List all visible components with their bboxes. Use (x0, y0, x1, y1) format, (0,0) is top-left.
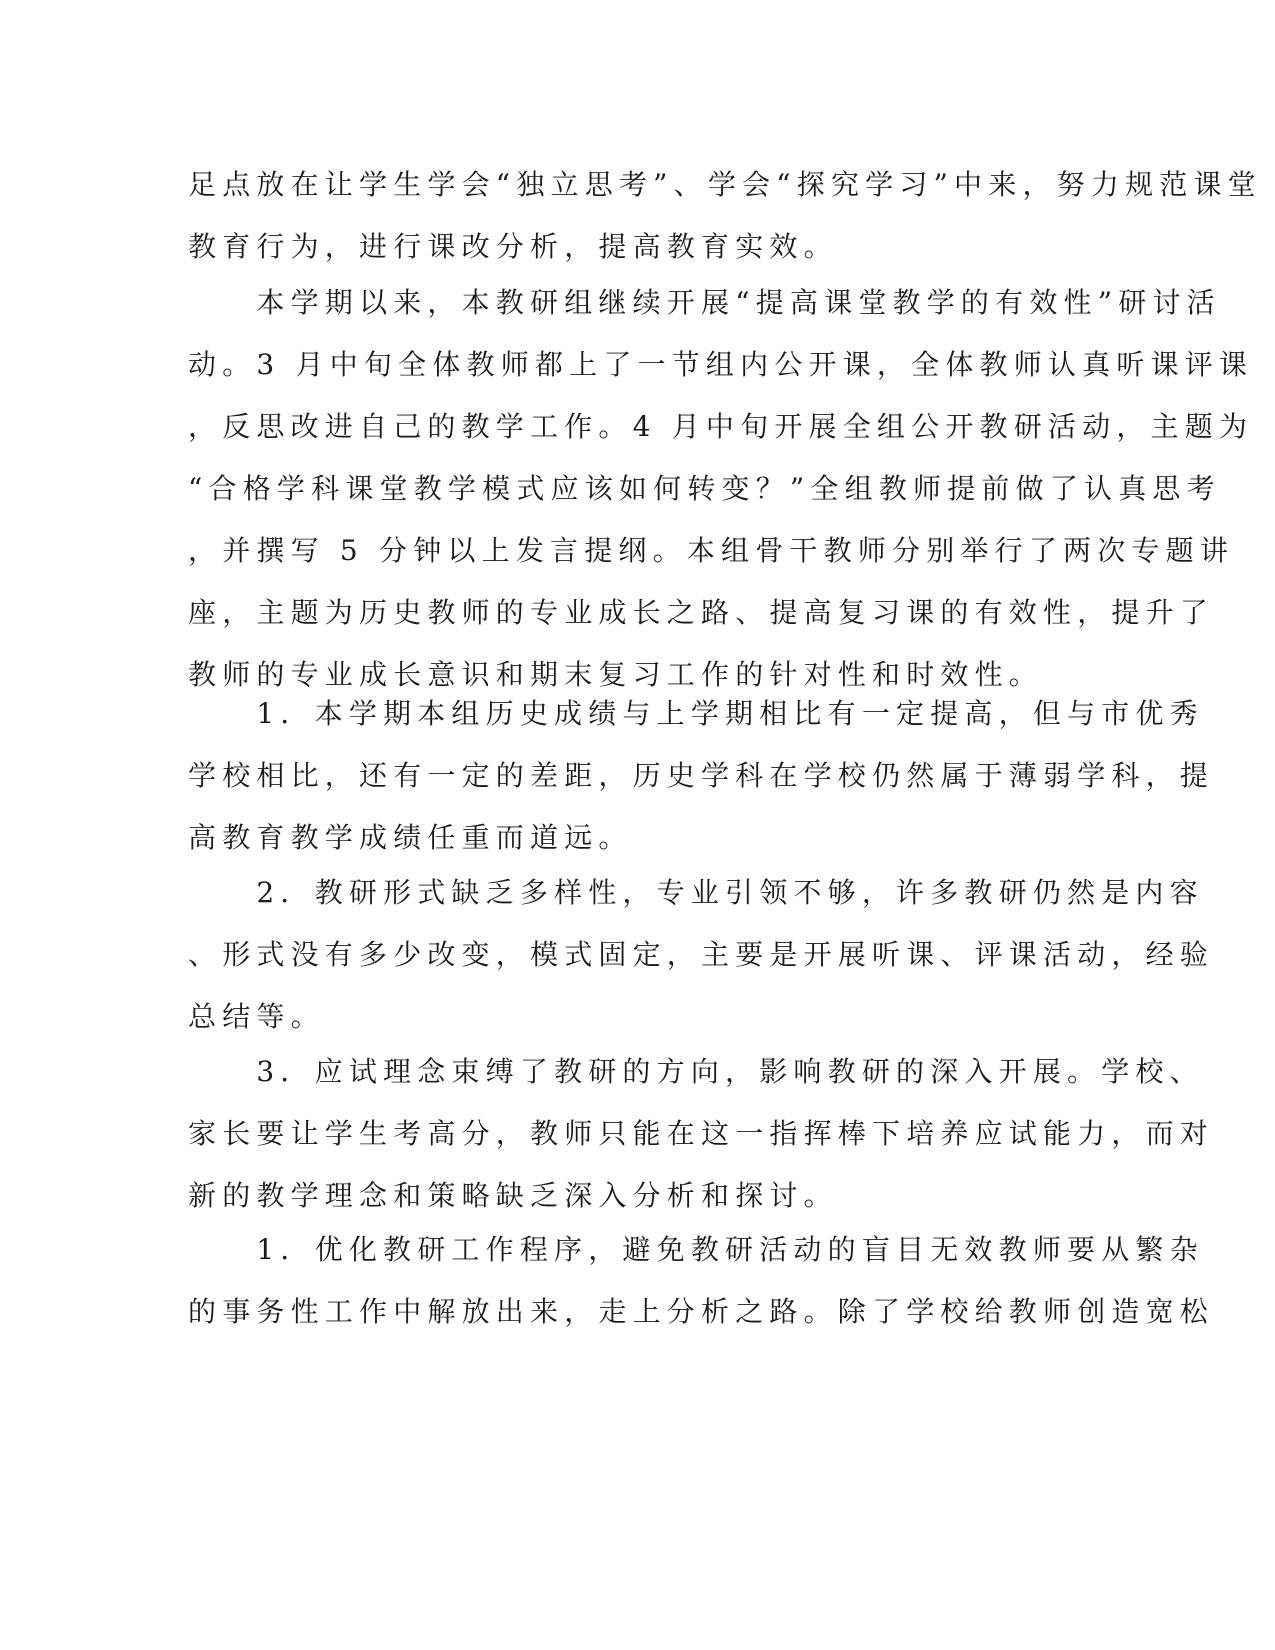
text-line: 高教育教学成绩任重而道远。 (188, 821, 633, 854)
text-line: 本学期以来，本教研组继续开展“提高课堂教学的有效性”研讨活 (188, 286, 1221, 319)
text-line: 动。3 月中旬全体教师都上了一节组内公开课，全体教师认真听课评课 (188, 348, 1254, 381)
body-text (188, 1041, 1215, 1227)
text-line: 座，主题为历史教师的专业成长之路、提高复习课的有效性，提升了 (188, 596, 1215, 629)
text-line: 1．优化教研工作程序，避免教研活动的盲目无效教师要从繁杂 (188, 1233, 1204, 1266)
text-line: 总结等。 (188, 1000, 325, 1033)
body-text (188, 272, 1254, 706)
body-text (188, 683, 1215, 869)
body-text (188, 1219, 1215, 1343)
text-line: 家长要让学生考高分，教师只能在这一指挥棒下培养应试能力，而对 (188, 1117, 1215, 1150)
body-text (188, 862, 1215, 1048)
text-line: 、形式没有多少改变，模式固定，主要是开展听课、评课活动，经验 (188, 938, 1215, 971)
text-line: 2．教研形式缺乏多样性，专业引领不够，许多教研仍然是内容 (188, 876, 1204, 909)
text-line: ，并撰写 5 分钟以上发言提纲。本组骨干教师分别举行了两次专题讲 (188, 534, 1235, 567)
text-line: ，反思改进自己的教学工作。4 月中旬开展全组公开教研活动，主题为 (188, 410, 1254, 443)
text-line: 教育行为，进行课改分析，提高教育实效。 (188, 230, 838, 263)
text-line: 学校相比，还有一定的差距，历史学科在学校仍然属于薄弱学科，提 (188, 759, 1215, 792)
text-line: 新的教学理念和策略缺乏深入分析和探讨。 (188, 1179, 838, 1212)
body-text (188, 154, 1262, 278)
text-line: 的事务性工作中解放出来，走上分析之路。除了学校给教师创造宽松 (188, 1295, 1215, 1328)
text-line: 3．应试理念束缚了教研的方向，影响教研的深入开展。学校、 (188, 1055, 1204, 1088)
text-line: “合格学科课堂教学模式应该如何转变？”全组教师提前做了认真思考 (188, 472, 1221, 505)
text-line: 足点放在让学生学会“独立思考”、学会“探究学习”中来，努力规范课堂 (188, 168, 1262, 201)
text-line: 教师的专业成长意识和期末复习工作的针对性和时效性。 (188, 658, 1044, 691)
text-line: 1．本学期本组历史成绩与上学期相比有一定提高，但与市优秀 (188, 697, 1204, 730)
